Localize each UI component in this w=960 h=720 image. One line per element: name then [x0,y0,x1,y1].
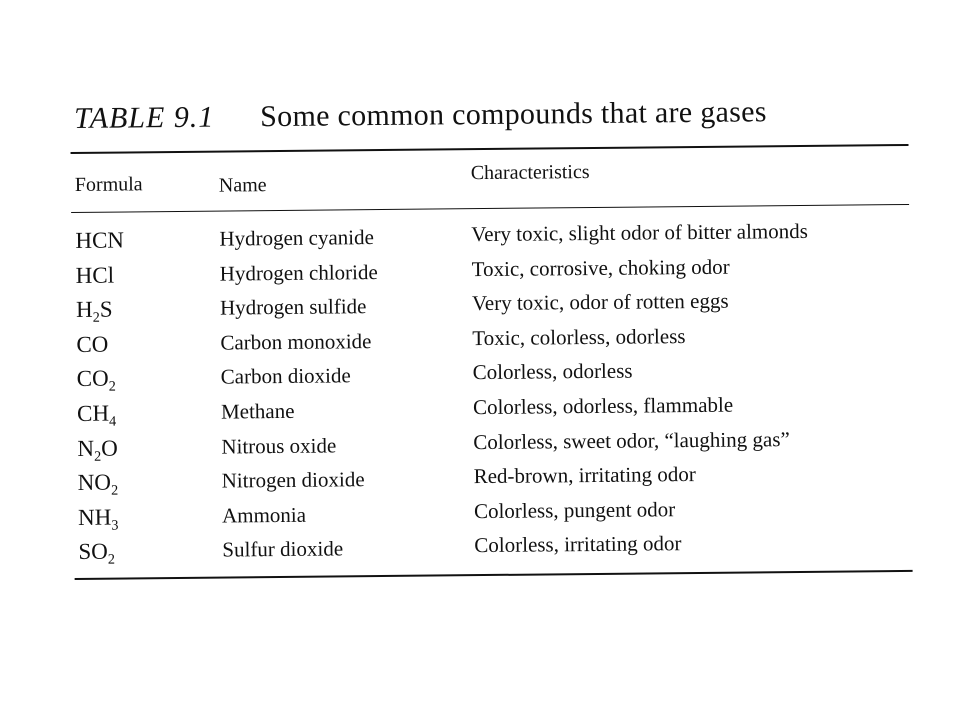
characteristics-cell: Colorless, odorless [472,358,633,385]
compounds-table [70,88,908,568]
table-title: Some common compounds that are gases [260,95,767,134]
formula-cell: $H_2S$ [75,296,113,326]
name-cell: Hydrogen cyanide [219,225,375,251]
characteristics-cell: Colorless, irritating odor [474,531,682,558]
formula-cell: HCl [75,262,115,288]
table-row [74,527,912,570]
table-header-row [71,156,909,204]
name-cell: Nitrous oxide [221,433,337,459]
header-rule [71,204,909,213]
characteristics-cell: Red-brown, irritating odor [473,462,696,489]
formula-cell: $NH_3$ [77,504,119,534]
name-cell: Methane [220,398,295,424]
table-caption [70,88,908,144]
formula-cell: $N_2O$ [77,435,118,465]
name-cell: Hydrogen sulfide [219,294,367,320]
formula-cell: $CH_4$ [76,400,117,430]
name-cell: Nitrogen dioxide [221,467,365,493]
formula-cell: $CO_2$ [76,366,116,396]
formula-cell: HCN [75,227,125,253]
bottom-rule [75,570,913,580]
formula-cell: $NO_2$ [77,469,119,499]
header-name: Name [218,174,267,197]
name-cell: Sulfur dioxide [222,536,344,562]
characteristics-cell: Toxic, colorless, odorless [472,323,686,350]
characteristics-cell: Very toxic, slight odor of bitter almonds [471,218,808,247]
characteristics-cell: Colorless, pungent odor [473,496,676,523]
name-cell: Carbon monoxide [220,328,372,355]
name-cell: Ammonia [221,502,307,528]
characteristics-cell: Colorless, sweet odor, “laughing gas” [473,426,790,454]
table-body [71,216,912,570]
characteristics-cell: Toxic, corrosive, choking odor [471,254,730,281]
characteristics-cell: Colorless, odorless, flammable [472,392,734,420]
formula-cell: $SO_2$ [78,539,116,568]
name-cell: Carbon dioxide [220,363,351,389]
table-number: TABLE 9.1 [74,100,215,135]
header-formula: Formula [74,173,143,196]
header-characteristics: Characteristics [470,161,590,185]
characteristics-cell: Very toxic, odor of rotten eggs [471,288,729,316]
formula-cell: CO [76,331,109,357]
top-rule [71,144,909,154]
name-cell: Hydrogen chloride [219,259,378,286]
